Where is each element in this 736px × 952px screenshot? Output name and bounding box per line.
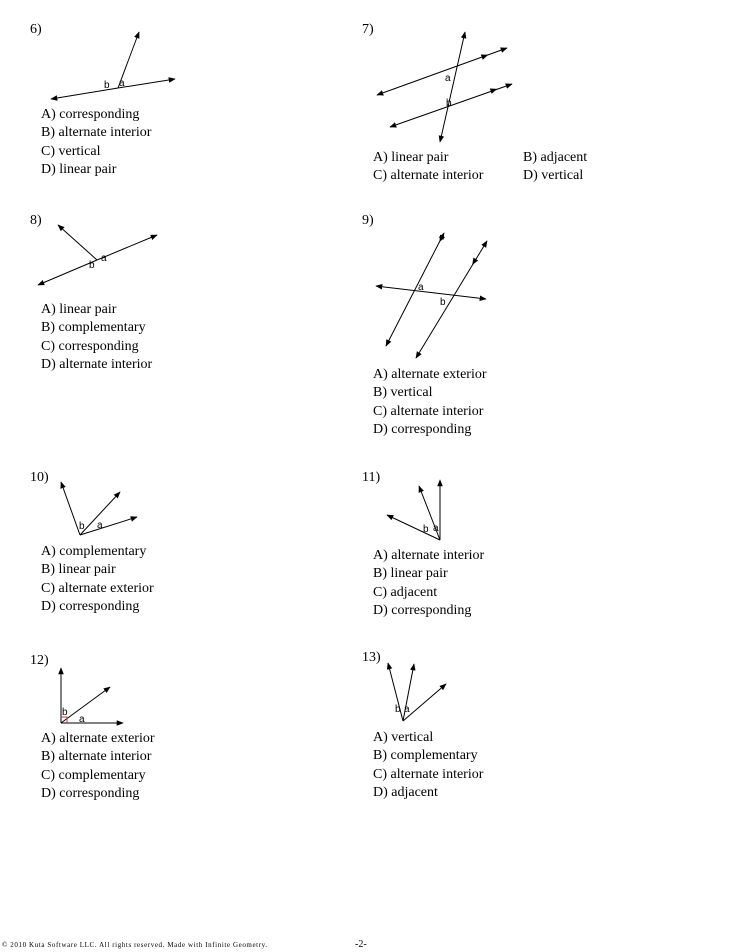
- choice-d[interactable]: D) corresponding: [41, 598, 140, 614]
- ray-line: [61, 687, 110, 723]
- angle-label-b: b: [423, 524, 429, 535]
- problem-number: 7): [362, 22, 374, 37]
- choice-a[interactable]: A) corresponding: [41, 107, 140, 122]
- answer-choices: [41, 106, 151, 179]
- choice-c[interactable]: C) complementary: [41, 767, 146, 783]
- angle-label-b: b: [395, 704, 401, 715]
- choice-c[interactable]: C) alternate exterior: [41, 580, 154, 596]
- answer-choices: [41, 301, 152, 374]
- problem-number: 6): [30, 22, 42, 37]
- angle-label-b: b: [104, 80, 110, 91]
- angle-figure: [30, 653, 210, 733]
- choice-c[interactable]: C) vertical: [41, 143, 101, 159]
- parallel-lines-figure: [362, 22, 562, 152]
- choice-a[interactable]: A) alternate exterior: [41, 731, 155, 746]
- choice-d[interactable]: D) linear pair: [41, 161, 117, 177]
- angle-label-a: a: [119, 78, 125, 89]
- choice-b[interactable]: B) linear pair: [373, 566, 448, 582]
- choice-c[interactable]: C) corresponding: [41, 338, 139, 354]
- angle-figure: [30, 22, 210, 112]
- choice-c[interactable]: C) adjacent: [373, 584, 438, 600]
- choice-c[interactable]: C) alternate interior: [373, 766, 484, 782]
- choice-d[interactable]: D) alternate interior: [41, 356, 153, 372]
- parallel-lines-figure: [362, 213, 562, 363]
- choice-b[interactable]: B) complementary: [41, 320, 146, 336]
- problem-number: 9): [362, 213, 374, 228]
- angle-label-b: b: [79, 521, 85, 532]
- choice-c[interactable]: C) alternate interior: [373, 403, 484, 419]
- answer-choices: [373, 547, 484, 620]
- parallel-line: [416, 241, 487, 358]
- angle-label-a: a: [445, 73, 451, 84]
- choice-c[interactable]: C) alternate interior: [373, 168, 484, 184]
- angle-figure: [362, 650, 542, 730]
- choice-b[interactable]: B) linear pair: [41, 562, 116, 578]
- angle-label-b: b: [446, 98, 452, 109]
- angle-figure: [30, 213, 210, 303]
- choice-b[interactable]: B) complementary: [373, 748, 478, 764]
- angle-figure: [362, 470, 542, 550]
- choice-b[interactable]: B) alternate interior: [41, 125, 152, 141]
- answer-choices: [41, 543, 154, 616]
- angle-label-a: a: [79, 714, 85, 725]
- ray-line: [61, 482, 80, 535]
- choice-d[interactable]: D) vertical: [523, 168, 584, 184]
- ray-line: [118, 79, 175, 88]
- answer-choices: [373, 366, 487, 439]
- choice-a[interactable]: A) complementary: [41, 544, 147, 559]
- ray-line: [58, 225, 97, 260]
- angle-label-b: b: [62, 707, 68, 718]
- choice-d[interactable]: D) corresponding: [373, 421, 472, 437]
- parallel-line: [377, 48, 507, 95]
- angle-label-b: b: [440, 297, 446, 308]
- choice-b[interactable]: B) alternate interior: [41, 749, 152, 765]
- copyright-footer: © 2010 Kuta Software LLC. All rights reserved. Made with Infinite Geometry.: [2, 941, 268, 949]
- choice-a[interactable]: A) linear pair: [373, 150, 449, 165]
- choice-a[interactable]: A) linear pair: [41, 302, 117, 317]
- choice-d[interactable]: D) corresponding: [373, 602, 472, 618]
- choice-a[interactable]: A) alternate exterior: [373, 367, 487, 382]
- problem-number: 11): [362, 470, 381, 485]
- choice-b[interactable]: B) vertical: [373, 385, 433, 401]
- angle-label-a: a: [101, 253, 107, 264]
- angle-label-a: a: [418, 282, 424, 293]
- transversal-line: [440, 32, 465, 142]
- problem-number: 12): [30, 653, 49, 668]
- transversal-line: [376, 286, 486, 299]
- problem-number: 13): [362, 650, 381, 665]
- angle-figure: [30, 470, 210, 550]
- page-number: -2-: [355, 939, 367, 950]
- answer-choices: [373, 729, 483, 802]
- angle-label-a: a: [404, 704, 410, 715]
- problem-number: 10): [30, 470, 49, 485]
- parallel-line: [386, 233, 444, 346]
- choice-a[interactable]: A) vertical: [373, 730, 434, 745]
- angle-label-a: a: [97, 520, 103, 531]
- choice-d[interactable]: D) adjacent: [373, 784, 438, 800]
- angle-label-b: b: [89, 260, 95, 271]
- angle-label-a: a: [433, 523, 439, 534]
- problem-number: 8): [30, 213, 42, 228]
- choice-a[interactable]: A) alternate interior: [373, 548, 485, 563]
- choice-d[interactable]: D) corresponding: [41, 785, 140, 801]
- answer-choices: [373, 149, 643, 186]
- choice-b[interactable]: B) adjacent: [523, 150, 588, 165]
- answer-choices: [41, 730, 155, 803]
